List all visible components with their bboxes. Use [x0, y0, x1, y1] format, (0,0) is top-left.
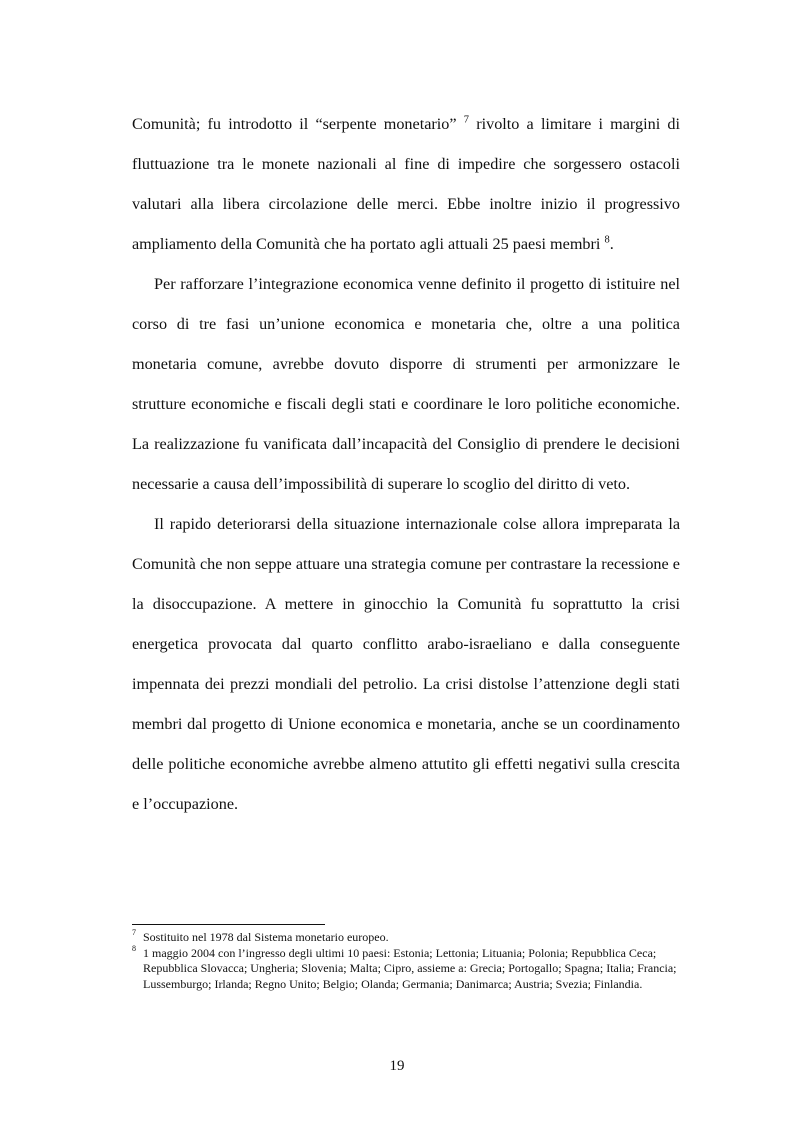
footnote-7: [132, 930, 692, 946]
footnote-7-text: Sostituito nel 1978 dal Sistema monetario europeo.: [143, 930, 389, 944]
page-number: 19: [389, 1058, 405, 1074]
footnote-separator: [132, 924, 325, 925]
footnote-8-text: 1 maggio 2004 con l’ingresso degli ultimi 10 paesi: Estonia; Lettonia; Lituania; Polonia; Repubblica Ceca; Repubblica Slovacca; Ungheria; Slovenia; Malta; Cipro, assieme a: Grecia; Portogallo; Spagna; Italia; Francia; Lussemburgo; Irlanda; Regno Unito; Belgio; Olanda; Germania; Danimarca; Austria; Svezia; Finlandia.: [143, 945, 677, 991]
footnote-8: [132, 943, 692, 993]
footnote-ref-7[interactable]: 7: [463, 114, 470, 126]
paragraph-2: Per rafforzare l’integrazione economica venne definito il progetto di istituire nel corso di tre fasi un’unione economica e monetaria che, oltre a una politica monetaria comune, avrebbe dovuto disporre di strumenti per armonizzare le strutture economiche e fiscali degli stati e coordinare le loro politiche economiche. La realizzazione fu vanificata dall’incapacità del Consiglio di prendere le decisioni necessarie a causa dell’impossibilità di superare lo scoglio del diritto di veto.: [132, 275, 680, 493]
footnotes: [132, 930, 692, 992]
paragraph-1: [132, 104, 680, 264]
paragraph-1-text-a: Comunità; fu introdotto il “serpente monetario”: [132, 115, 457, 133]
footnote-7-number: 7: [132, 928, 136, 937]
paragraph-1-text-b: rivolto a limitare i margini di fluttuazione tra le monete nazionali al fine di impedire che sorgessero ostacoli valutari alla libera circolazione delle merci. Ebbe inoltre inizio il progressivo ampliamento della Comunità che ha portato agli attuali 25 paesi membri: [132, 115, 680, 253]
footnote-ref-8[interactable]: 8: [604, 234, 610, 246]
body-text: [132, 104, 680, 824]
paragraph-1-text-c: .: [609, 235, 614, 253]
footnote-8-number: 8: [132, 943, 136, 953]
paragraph-3: Il rapido deteriorarsi della situazione internazionale colse allora impreparata la Comunità che non seppe attuare una strategia comune per contrastare la recessione e la disoccupazione. A mettere in ginocchio la Comunità fu soprattutto la crisi energetica provocata dal quarto conflitto arabo-israeliano e dalla conseguente impennata dei prezzi mondiali del petrolio. La crisi distolse l’attenzione degli stati membri dal progetto di Unione economica e monetaria, anche se un coordinamento delle politiche economiche avrebbe almeno attutito gli effetti negativi sulla crescita e l’occupazione.: [132, 515, 680, 813]
